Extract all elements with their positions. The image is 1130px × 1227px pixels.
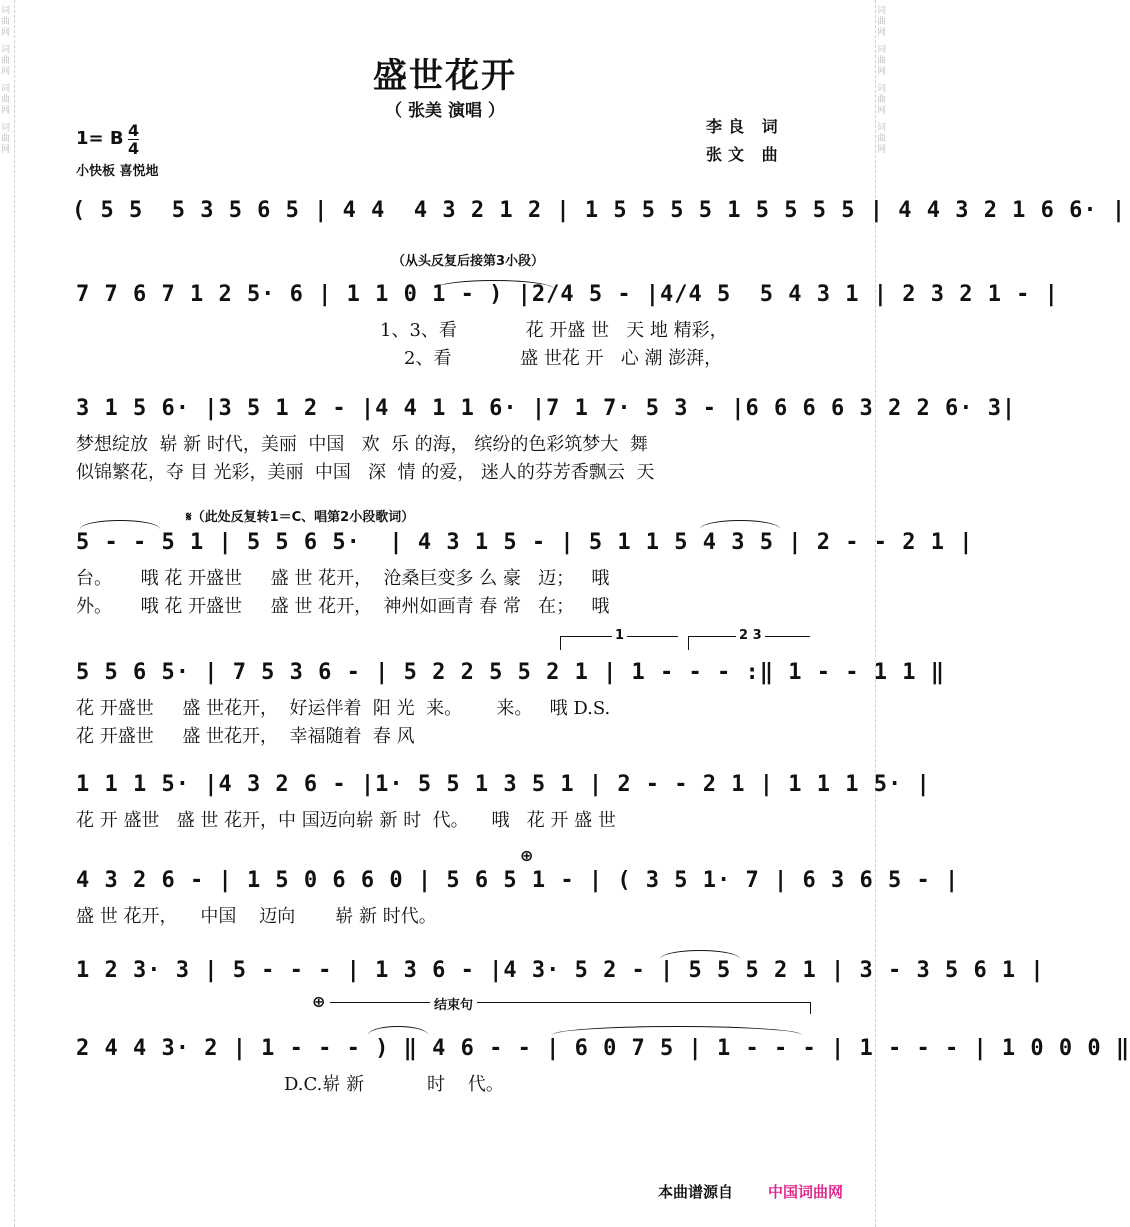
volta-2-label: 2 3 [736,628,765,643]
volta-2-left [688,636,689,650]
segno-note: 𝄋（此处反复转1＝C、唱第2小段歌词） [186,510,415,525]
key-signature: 1= B [76,128,124,149]
score-row-5-notes: 5 5 6 5· | 7 5 3 6 - | 5 2 2 5 5 2 1 | 1 - - - :‖ 1 - - 1 1 ‖ [76,660,945,685]
ending-phrase-right [810,1002,811,1014]
repeat-note: （从头反复后接第3小段） [392,254,545,269]
ending-phrase-label: 结束句 [430,994,477,1013]
lyricist-credit: 李良 词 [706,117,784,136]
score-row-1-notes: ( 5 5 5 3 5 6 5 | 4 4 4 3 2 1 2 | 1 5 5 5 5 1 5 5 5 5 | 4 4 3 2 1 6 6· | [72,198,1127,223]
score-row-3-notes: 3 1 5 6· |3 5 1 2 - |4 4 1 1 6· |7 1 7· 5 3 - |6 6 6 6 3 2 2 6· 3| [76,396,1017,421]
footer-source-label: 本曲谱源自 [658,1183,734,1201]
score-row-3-lyrics-2: 似锦繁花，夺 目 光彩，美丽 中国 深 情 的爱， 迷人的芬芳香飘云 天 [76,462,655,483]
left-watermark-strip: 词曲网 词曲网 词曲网 词曲网 [0,0,15,1227]
score-row-9-lyrics-1: D.C.崭 新 时 代。 [284,1074,504,1095]
volta-1-left [560,636,561,650]
score-row-9-notes: 2 4 4 3· 2 | 1 - - - ) ‖ 4 6 - - | 6 0 7 5 | 1 - - - | 1 - - - | 1 0 0 0 ‖ [76,1036,1130,1061]
coda-icon: ⊕ [312,992,326,1011]
coda-icon: ⊕ [520,846,534,865]
footer-site-link[interactable]: 中国词曲网 [768,1183,844,1201]
score-row-3-lyrics-1: 梦想绽放 崭 新 时代，美丽 中国 欢 乐 的海， 缤纷的色彩筑梦大 舞 [76,434,648,455]
score-row-4-lyrics-1: 台。 哦 花 开盛世 盛 世 花开， 沧桑巨变多 么 豪 迈； 哦 [76,568,610,589]
score-row-4-lyrics-2: 外。 哦 花 开盛世 盛 世 花开， 神州如画青 春 常 在； 哦 [76,596,610,617]
tie [660,950,740,959]
song-title: 盛世花开 [373,56,517,96]
score-row-4-notes: 5 - - 5 1 | 5 5 6 5· | 4 3 1 5 - | 5 1 1 5 4 3 5 | 2 - - 2 1 | [76,530,974,555]
tie [80,520,160,529]
score-row-2-notes: 7 7 6 7 1 2 5· 6 | 1 1 0 1 - ) |2/4 5 - |4/4 5 5 4 3 1 | 2 3 2 1 - | [76,282,1059,307]
performer: （ 张美 演唱 ） [385,101,505,121]
score-row-6-lyrics-1: 花 开 盛世 盛 世 花开，中 国迈向崭 新 时 代。 哦 花 开 盛 世 [76,810,616,831]
tie [368,1026,428,1035]
score-row-5-lyrics-1: 花 开盛世 盛 世花开， 好运伴着 阳 光 来。 来。 哦 D.S. [76,698,611,719]
tie [700,520,780,529]
right-watermark-strip: 词曲网 词曲网 词曲网 词曲网 [875,0,890,1227]
score-row-2-lyrics-2: 2、看 盛 世花 开 心 潮 澎湃， [404,348,723,369]
segno-icon: 𝄋 [186,510,192,525]
ending-phrase-line [330,1002,810,1003]
score-row-7-lyrics-1: 盛 世 花开， 中国 迈向 崭 新 时代。 [76,906,437,927]
volta-1-label: 1 [612,628,627,643]
score-row-8-notes: 1 2 3· 3 | 5 - - - | 1 3 6 - |4 3· 5 2 - | 5 5 5 2 1 | 3 - 3 5 6 1 | [76,958,1045,983]
score-row-7-notes: 4 3 2 6 - | 1 5 0 6 6 0 | 5 6 5 1 - | ( 3 5 1· 7 | 6 3 6 5 - | [76,868,960,893]
score-row-6-notes: 1 1 1 5· |4 3 2 6 - |1· 5 5 1 3 5 1 | 2 - - 2 1 | 1 1 1 5· | [76,772,931,797]
composer-credit: 张文 曲 [706,145,784,164]
time-signature: 4 4 [128,121,140,158]
tempo-marking: 小快板 喜悦地 [76,164,159,179]
score-row-2-lyrics-1: 1、3、看 花 开盛 世 天 地 精彩， [380,320,728,341]
score-row-5-lyrics-2: 花 开盛世 盛 世花开， 幸福随着 春 风 [76,726,415,747]
tie [552,1026,802,1035]
